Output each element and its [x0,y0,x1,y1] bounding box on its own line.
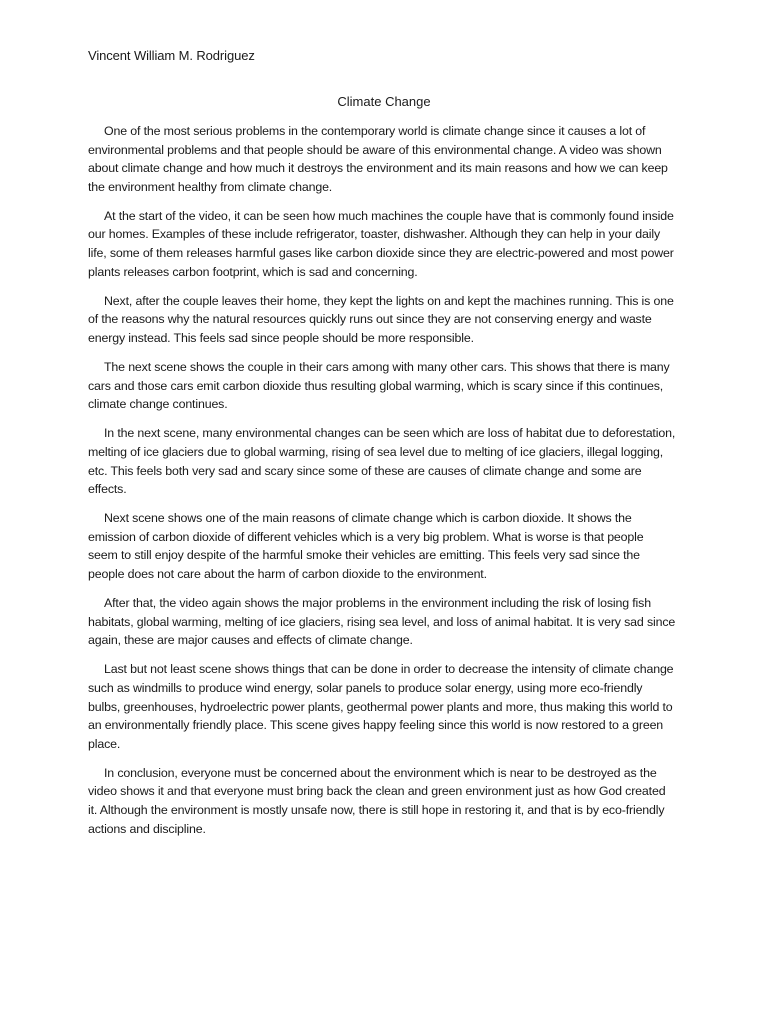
document-title: Climate Change [337,94,431,109]
paragraph-2: At the start of the video, it can be seen how much machines the couple have that is commonly found inside our homes. Examples of these include refrigerator, toaster, dishwasher. Although they can help in your daily life, some of them releases harmful gases like carbon dioxide since they are electric-powered and most power plants releases carbon footprint, which is sad and concerning. [88,208,674,279]
paragraph-8: Last but not least scene shows things that can be done in order to decrease the intensity of climate change such as windmills to produce wind energy, solar panels to produce solar energy, using more eco-friendly bulbs, greenhouses, hydroelectric power plants, geothermal power plants and more, thus making this world to an environmentally friendly place. This scene gives happy feeling since this world is now restored to a green place. [88,662,674,751]
paragraph-5: In the next scene, many environmental changes can be seen which are loss of habitat due to deforestation, melting of ice glaciers due to global warming, rising of sea level due to melting of ice glaciers, illegal logging, etc. This feels both very sad and scary since some of these are causes of climate change and some are effects. [88,426,676,497]
paragraph-1: One of the most serious problems in the contemporary world is climate change since it causes a lot of environmental problems and that people should be aware of this environmental change. A video was shown about climate change and how much it destroys the environment and its main reasons and how we can keep the environment healthy from climate change. [88,124,668,194]
document-body [88,122,676,849]
author-name: Vincent William M. Rodriguez [88,48,255,63]
paragraph-3: Next, after the couple leaves their home, they kept the lights on and kept the machines running. This is one of the reasons why the natural resources quickly runs out since they are not conserving energy and waste energy instead. This feels sad since people should be more responsible. [88,293,674,345]
paragraph-9: In conclusion, everyone must be concerned about the environment which is near to be destroyed as the video shows it and that everyone must bring back the clean and green environment just as how God created it. Although the environment is mostly unsafe now, there is still hope in restoring it, and that is by eco-friendly actions and discipline. [88,765,666,836]
paragraph-4: The next scene shows the couple in their cars among with many other cars. This shows that there is many cars and those cars emit carbon dioxide thus resulting global warming, which is scary since if this continues, climate change continues. [88,360,670,412]
paragraph-6: Next scene shows one of the main reasons of climate change which is carbon dioxide. It shows the emission of carbon dioxide of different vehicles which is a very big problem. What is worse is that people seem to still enjoy despite of the harmful smoke their vehicles are emitting. This feels very sad since the people does not care about the harm of carbon dioxide to the environment. [88,511,644,581]
paragraph-7: After that, the video again shows the major problems in the environment including the risk of losing fish habitats, global warming, melting of ice glaciers, rising sea level, and loss of animal habitat. It is very sad since again, these are major causes and effects of climate change. [88,596,676,648]
